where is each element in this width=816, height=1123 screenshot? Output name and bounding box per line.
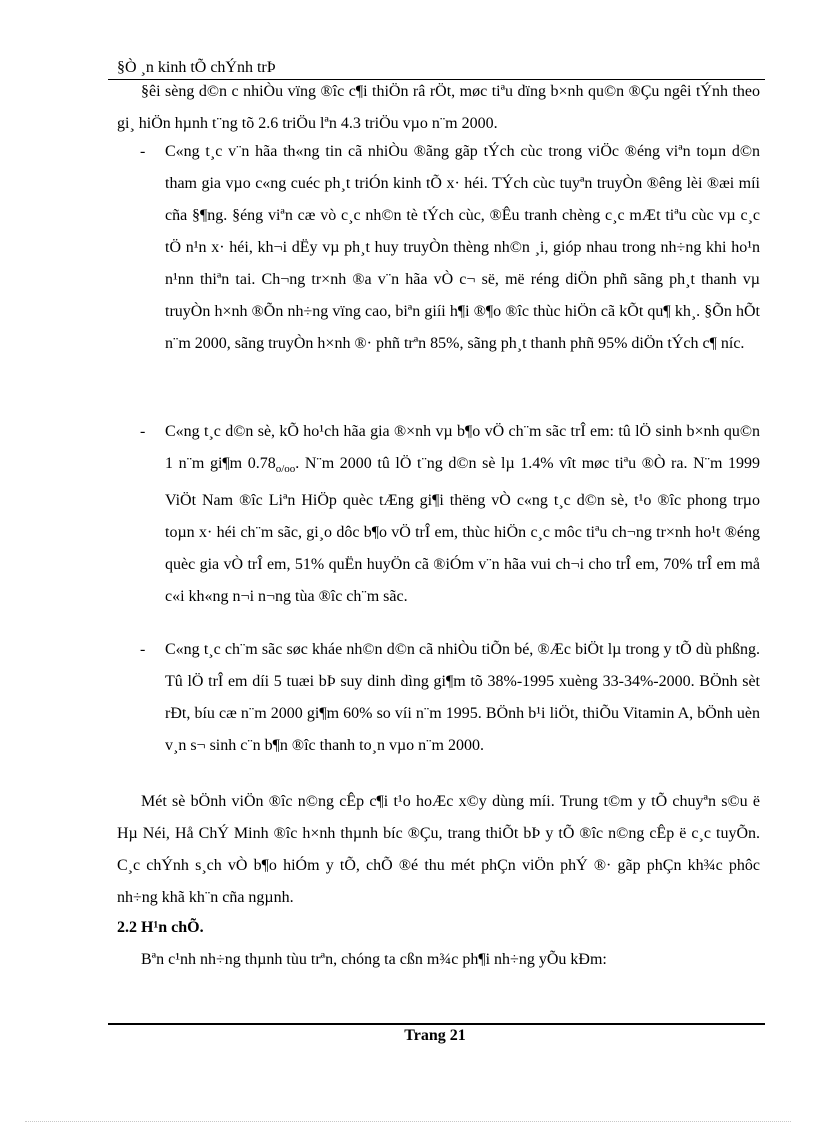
bullet-text-part: . N¨m 2000 tû lÖ t¨ng d©n sè lµ 1.4% vît møc tiªu ®Ò ra. N¨m 1999 ViÖt Nam ®îc Liªn HiÖp quèc tÆng gi¶i thëng vÒ c«ng t¸c d©n sè, t¹o ®îc phong trµo toµn x· héi ch¨m sãc, gi¸o dôc b¶o vÖ trÎ em, thùc hiÖn c¸c môc tiªu ch¬ng tr×nh ho¹t ®éng quèc gia vÒ trÎ em, 51% quËn huyÖn cã ®iÓm v¨n hãa vui ch¬i cho trÎ em, 70% trÎ em må c«i kh«ng n¬i n¬ng tùa ®îc ch¨m sãc. (165, 455, 760, 606)
running-header: §Ò ¸n kinh tÕ chÝnh trÞ (117, 59, 276, 76)
page-number: Trang 21 (404, 1027, 466, 1044)
bullet-dash: - (140, 423, 146, 440)
bullet-dash: - (140, 641, 146, 658)
paragraph-limitations-intro: Bªn c¹nh nh÷ng thµnh tùu trªn, chóng ta cßn m¾c ph¶i nh÷ng yÕu kÐm: (141, 951, 607, 968)
bullet-text: C«ng t¸c v¨n hãa th«ng tin cã nhiÒu ®ãng gãp tÝch cùc trong viÖc ®éng viªn toµn d©n tham gia vµo c«ng cuéc ph¸t triÓn kinh tÕ x· héi. TÝch cùc tuyªn truyÒn ®êng lèi ®æi míi cña §¶ng. §éng viªn cæ vò c¸c nh©n tè tÝch cùc, ®Êu tranh chèng c¸c mÆt tiªu cùc vµ c¸c tÖ n¹n x· héi, kh¬i dËy vµ ph¸t huy truyÒn thèng nh©n ¸i, gióp nhau trong nh÷ng khi ho¹n n¹nn thiªn tai. Ch¬ng tr×nh ®a v¨n hãa vÒ c¬ së, më réng diÖn phñ sãng ph¸t thanh vµ truyÒn h×nh ®Õn nh÷ng vïng cao, biªn giíi h¶i ®¶o ®îc thùc hiÖn cã kÕt qu¶ kh¸. §Õn hÕt n¨m 2000, sãng truyÒn h×nh ®· phñ trªn 85%, sãng ph¸t thanh phñ 95% diÖn tÝch c¶ níc. (165, 143, 760, 352)
per-mille-unit: o/oo (275, 463, 296, 476)
bullet-text-part: C«ng t¸c d©n sè, kÕ ho¹ch hãa gia ®×nh vµ b¶o vÖ ch¨m sãc trÎ em: tû lÖ sinh b×nh qu©n 1 n¨m gi¶m 0.78 (165, 423, 760, 472)
paragraph-hospitals: Mét sè bÖnh viÖn ®îc n©ng cÊp c¶i t¹o hoÆc x©y dùng míi. Trung t©m y tÕ chuyªn s©u ë Hµ Néi, Hå ChÝ Minh ®îc h×nh thµnh bíc ®Çu, trang thiÕt bÞ y tÕ ®îc n©ng cÊp ë c¸c tuyÕn. C¸c chÝnh s¸ch vÒ b¶o hiÓm y tÕ, chÕ ®é thu mét phÇn viÖn phÝ ®· gãp phÇn kh¾c phôc nh÷ng khã kh¨n cña ngµnh. (117, 793, 760, 906)
page-bottom-dotted-border (25, 1121, 791, 1122)
paragraph-living-standard: §êi sèng d©n c nhiÒu vïng ®îc c¶i thiÖn râ rÖt, møc tiªu dïng b×nh qu©n ®Çu ngêi tÝnh theo gi¸ hiÖn hµnh t¨ng tõ 2.6 triÖu lªn 4.3 triÖu vµo n¨m 2000. (117, 83, 760, 132)
bullet-text: C«ng t¸c ch¨m sãc søc kháe nh©n d©n cã nhiÒu tiÕn bé, ®Æc biÖt lµ trong y tÕ dù phßng. Tû lÖ trÎ em díi 5 tuæi bÞ suy dinh dìng gi¶m tõ 38%-1995 xuèng 33-34%-2000. BÖnh sèt rÐt, bíu cæ n¨m 2000 gi¶m 60% so víi n¨m 1995. BÖnh b¹i liÖt, thiÕu Vitamin A, bÖnh uèn v¸n s¬ sinh c¨n b¶n ®îc thanh to¸n vµo n¨m 2000. (165, 641, 760, 754)
bullet-text (165, 416, 760, 613)
bullet-dash: - (140, 143, 146, 160)
section-heading: 2.2 H¹n chÕ. (117, 919, 204, 936)
